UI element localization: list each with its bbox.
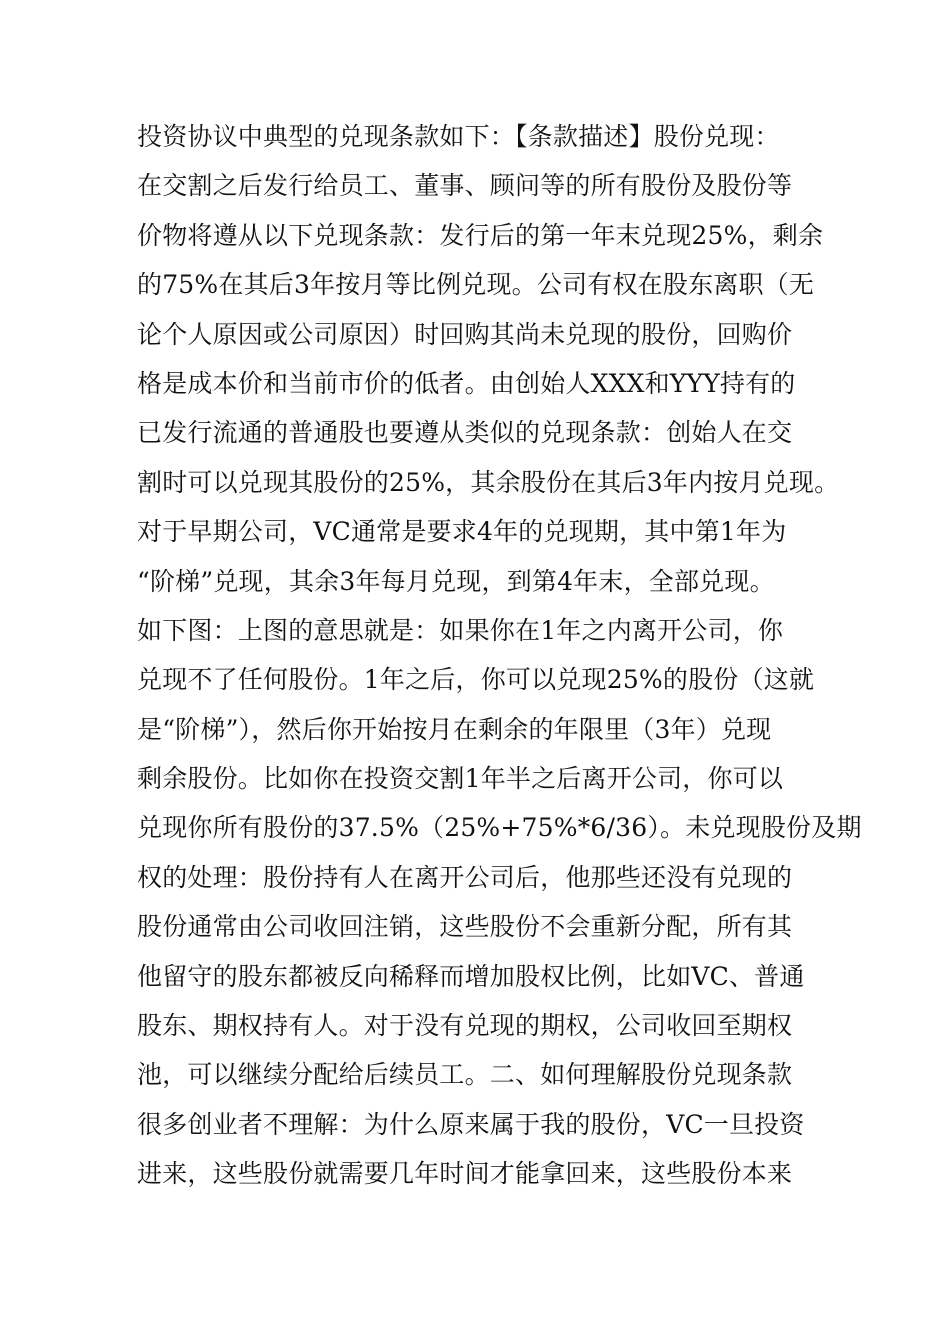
text-line: “阶梯”兑现，其余3年每月兑现，到第4年末，全部兑现。 <box>137 566 775 596</box>
text-line: 剩余股份。比如你在投资交割1年半之后离开公司，你可以 <box>137 764 784 794</box>
text-line: 进来，这些股份就需要几年时间才能拿回来，这些股份本来 <box>137 1159 793 1189</box>
text-line: 论个人原因或公司原因）时回购其尚未兑现的股份，回购价 <box>137 319 793 349</box>
text-line: 已发行流通的普通股也要遵从类似的兑现条款：创始人在交 <box>137 418 793 448</box>
text-line: 格是成本价和当前市价的低者。由创始人XXX和YYY持有的 <box>137 368 796 398</box>
text-line: 的75%在其后3年按月等比例兑现。公司有权在股东离职（无 <box>137 270 815 300</box>
text-line: 他留守的股东都被反向稀释而增加股权比例，比如VC、普通 <box>137 961 805 991</box>
text-line: 股东、期权持有人。对于没有兑现的期权，公司收回至期权 <box>137 1011 793 1041</box>
text-line: 股份通常由公司收回注销，这些股份不会重新分配，所有其 <box>137 912 793 942</box>
text-line: 兑现不了任何股份。1年之后，你可以兑现25%的股份（这就 <box>137 665 815 695</box>
text-line: 很多创业者不理解：为什么原来属于我的股份，VC一旦投资 <box>137 1109 805 1139</box>
body-text <box>137 112 862 1199</box>
text-line: 权的处理：股份持有人在离开公司后，他那些还没有兑现的 <box>137 862 793 892</box>
text-line: 兑现你所有股份的37.5%（25%+75%*6/36）。未兑现股份及期 <box>137 813 862 843</box>
text-line: 投资协议中典型的兑现条款如下：【条款描述】股份兑现： <box>137 122 780 151</box>
text-line: 对于早期公司，VC通常是要求4年的兑现期，其中第1年为 <box>137 517 787 547</box>
text-line: 是“阶梯”），然后你开始按月在剩余的年限里（3年）兑现 <box>137 714 772 744</box>
text-line: 在交割之后发行给员工、董事、顾问等的所有股份及股份等 <box>137 171 793 201</box>
text-line: 价物将遵从以下兑现条款：发行后的第一年末兑现25%，剩余 <box>137 220 824 250</box>
text-line: 割时可以兑现其股份的25%，其余股份在其后3年内按月兑现。 <box>137 467 840 497</box>
text-line: 池，可以继续分配给后续员工。二、如何理解股份兑现条款 <box>137 1060 793 1090</box>
text-line: 如下图：上图的意思就是：如果你在1年之内离开公司，你 <box>137 615 784 645</box>
